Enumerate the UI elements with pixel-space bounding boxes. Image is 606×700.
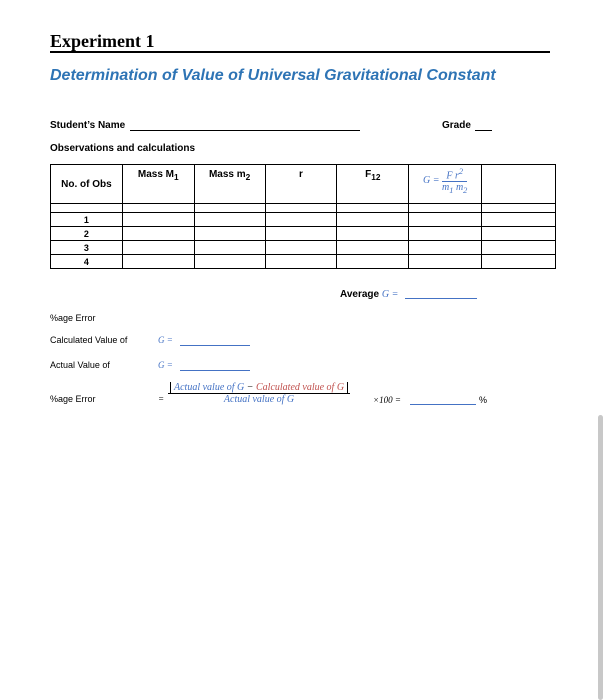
calculated-G-eq: G = xyxy=(158,335,173,345)
table-row: 4 xyxy=(51,255,556,269)
experiment-heading: Experiment 1 xyxy=(50,32,550,53)
percent-sign: % xyxy=(479,395,488,405)
actual-G-eq: G = xyxy=(158,360,173,370)
pct-error-fraction: Actual value of G − Calculated value of G Actual value of G xyxy=(168,382,350,405)
average-label: Average G = xyxy=(340,289,399,300)
grade-line[interactable] xyxy=(475,130,492,131)
header-r: r xyxy=(265,165,337,204)
experiment-subtitle: Determination of Value of Universal Gravitational Constant xyxy=(50,67,496,84)
observations-table xyxy=(50,164,556,269)
table-row: 3 xyxy=(51,241,556,255)
equals-sign: = xyxy=(158,394,165,404)
section-label: Observations and calculations xyxy=(50,143,196,154)
numerator-calculated: Calculated value of G xyxy=(256,382,345,393)
header-blank xyxy=(482,165,556,204)
table-row: 2 xyxy=(51,227,556,241)
header-formula: G = $\frac{F r^2}{m_1 m_2}$ xyxy=(409,165,482,204)
table-row: 1 xyxy=(51,213,556,227)
vertical-scrollbar[interactable] xyxy=(598,415,603,700)
actual-value-label: Actual Value of xyxy=(50,360,110,370)
grade-label: Grade xyxy=(442,120,471,131)
times-100: ×100 = xyxy=(373,395,401,405)
header-no-of-obs: No. of Obs xyxy=(51,165,123,204)
student-name-line[interactable] xyxy=(130,130,360,131)
calculated-value-label: Calculated Value of xyxy=(50,335,128,345)
actual-value-line[interactable] xyxy=(180,370,250,371)
header-mass-M1: Mass $M_1$ xyxy=(122,165,194,204)
pct-error-title: %age Error xyxy=(50,313,96,323)
denominator: Actual value of G xyxy=(223,394,295,405)
pct-error-label: %age Error xyxy=(50,394,96,404)
header-mass-m2: Mass $m_2$ xyxy=(194,165,265,204)
average-line[interactable] xyxy=(405,298,477,299)
numerator-actual: Actual value of G xyxy=(174,382,245,393)
student-name-label: Student’s Name xyxy=(50,120,126,131)
calculated-value-line[interactable] xyxy=(180,345,250,346)
pct-error-line[interactable] xyxy=(410,404,476,405)
header-F12: $F_{12}$ xyxy=(337,165,409,204)
